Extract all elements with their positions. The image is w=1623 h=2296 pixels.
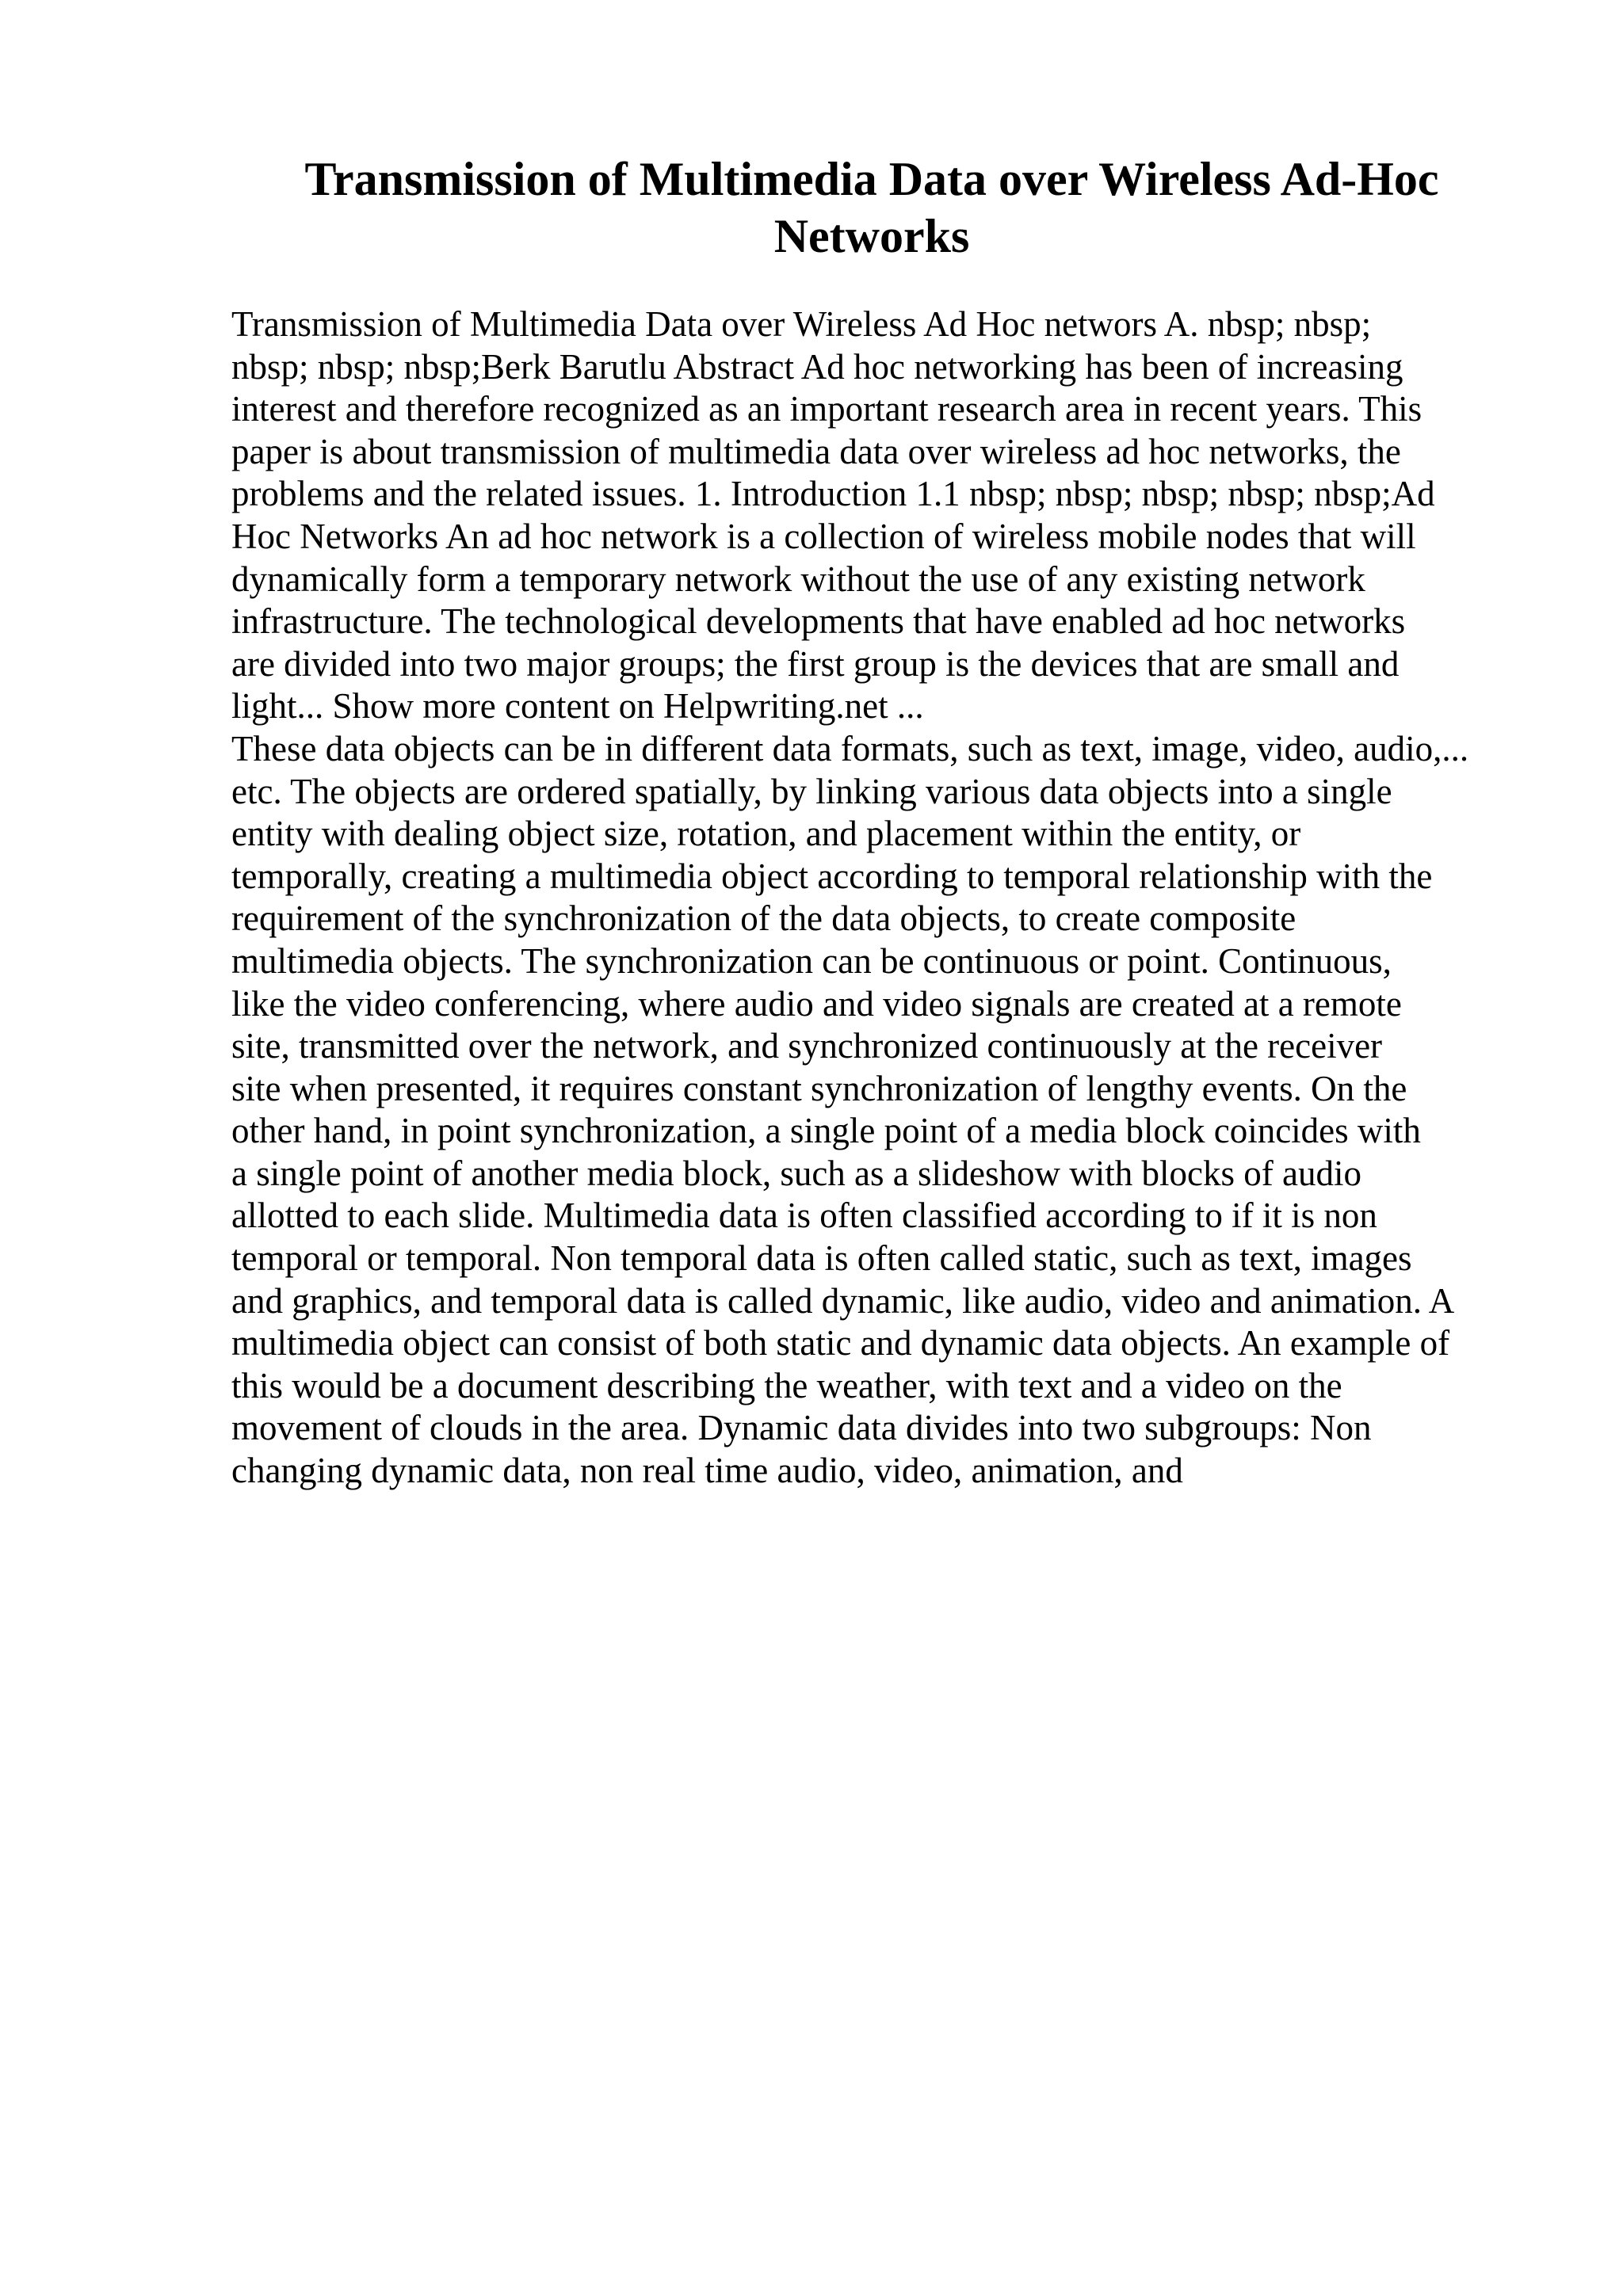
body-line: and graphics, and temporal data is called dynamic, like audio, video and animation. A [231, 1280, 1455, 1321]
body-line: like the video conferencing, where audio and video signals are created at a remote [231, 983, 1402, 1024]
body-line: infrastructure. The technological developments that have enabled ad hoc networks [231, 601, 1406, 642]
body-line: Hoc Networks An ad hoc network is a collection of wireless mobile nodes that will [231, 516, 1416, 556]
document-body [231, 303, 1515, 1493]
body-line: movement of clouds in the area. Dynamic data divides into two subgroups: Non [231, 1408, 1372, 1448]
document-title [230, 151, 1514, 265]
body-line: requirement of the synchronization of the data objects, to create composite [231, 898, 1296, 939]
body-line: temporal or temporal. Non temporal data is often called static, such as text, images [231, 1238, 1412, 1279]
body-line: a single point of another media block, such as a slideshow with blocks of audio [231, 1153, 1361, 1193]
body-line: problems and the related issues. 1. Introduction 1.1 nbsp; nbsp; nbsp; nbsp; nbsp;Ad [231, 474, 1435, 514]
body-line: etc. The objects are ordered spatially, by linking various data objects into a single [231, 771, 1392, 811]
body-line: this would be a document describing the weather, with text and a video on the [231, 1365, 1342, 1405]
body-line: nbsp; nbsp; nbsp;Berk Barutlu Abstract Ad hoc networking has been of increasing [231, 346, 1403, 387]
body-line: Transmission of Multimedia Data over Wireless Ad Hoc networs A. nbsp; nbsp; [231, 304, 1372, 344]
body-line: changing dynamic data, non real time audio, video, animation, and [231, 1451, 1183, 1491]
title-line: Networks [773, 210, 970, 262]
body-line: These data objects can be in different data formats, such as text, image, video, audio,... [231, 728, 1469, 769]
body-line: interest and therefore recognized as an important research area in recent years. This [231, 389, 1423, 429]
body-line: site, transmitted over the network, and synchronized continuously at the receiver [231, 1026, 1383, 1066]
body-line: temporally, creating a multimedia object according to temporal relationship with the [231, 856, 1433, 896]
body-line: allotted to each slide. Multimedia data is often classified according to if it is non [231, 1196, 1377, 1236]
body-line: site when presented, it requires constant synchronization of lengthy events. On the [231, 1068, 1407, 1108]
title-line: Transmission of Multimedia Data over Wireless Ad-Hoc [304, 153, 1439, 205]
body-line: light... Show more content on Helpwriting.net ... [231, 686, 924, 727]
body-line: paper is about transmission of multimedia data over wireless ad hoc networks, the [231, 431, 1401, 471]
body-line: are divided into two major groups; the first group is the devices that are small and [231, 643, 1400, 684]
body-line: dynamically form a temporary network without the use of any existing network [231, 559, 1365, 599]
body-line: multimedia objects. The synchronization can be continuous or point. Continuous, [231, 940, 1392, 981]
body-line: multimedia object can consist of both static and dynamic data objects. An example of [231, 1323, 1450, 1363]
body-line: entity with dealing object size, rotation, and placement within the entity, or [231, 814, 1301, 854]
body-line: other hand, in point synchronization, a single point of a media block coincides with [231, 1111, 1421, 1151]
